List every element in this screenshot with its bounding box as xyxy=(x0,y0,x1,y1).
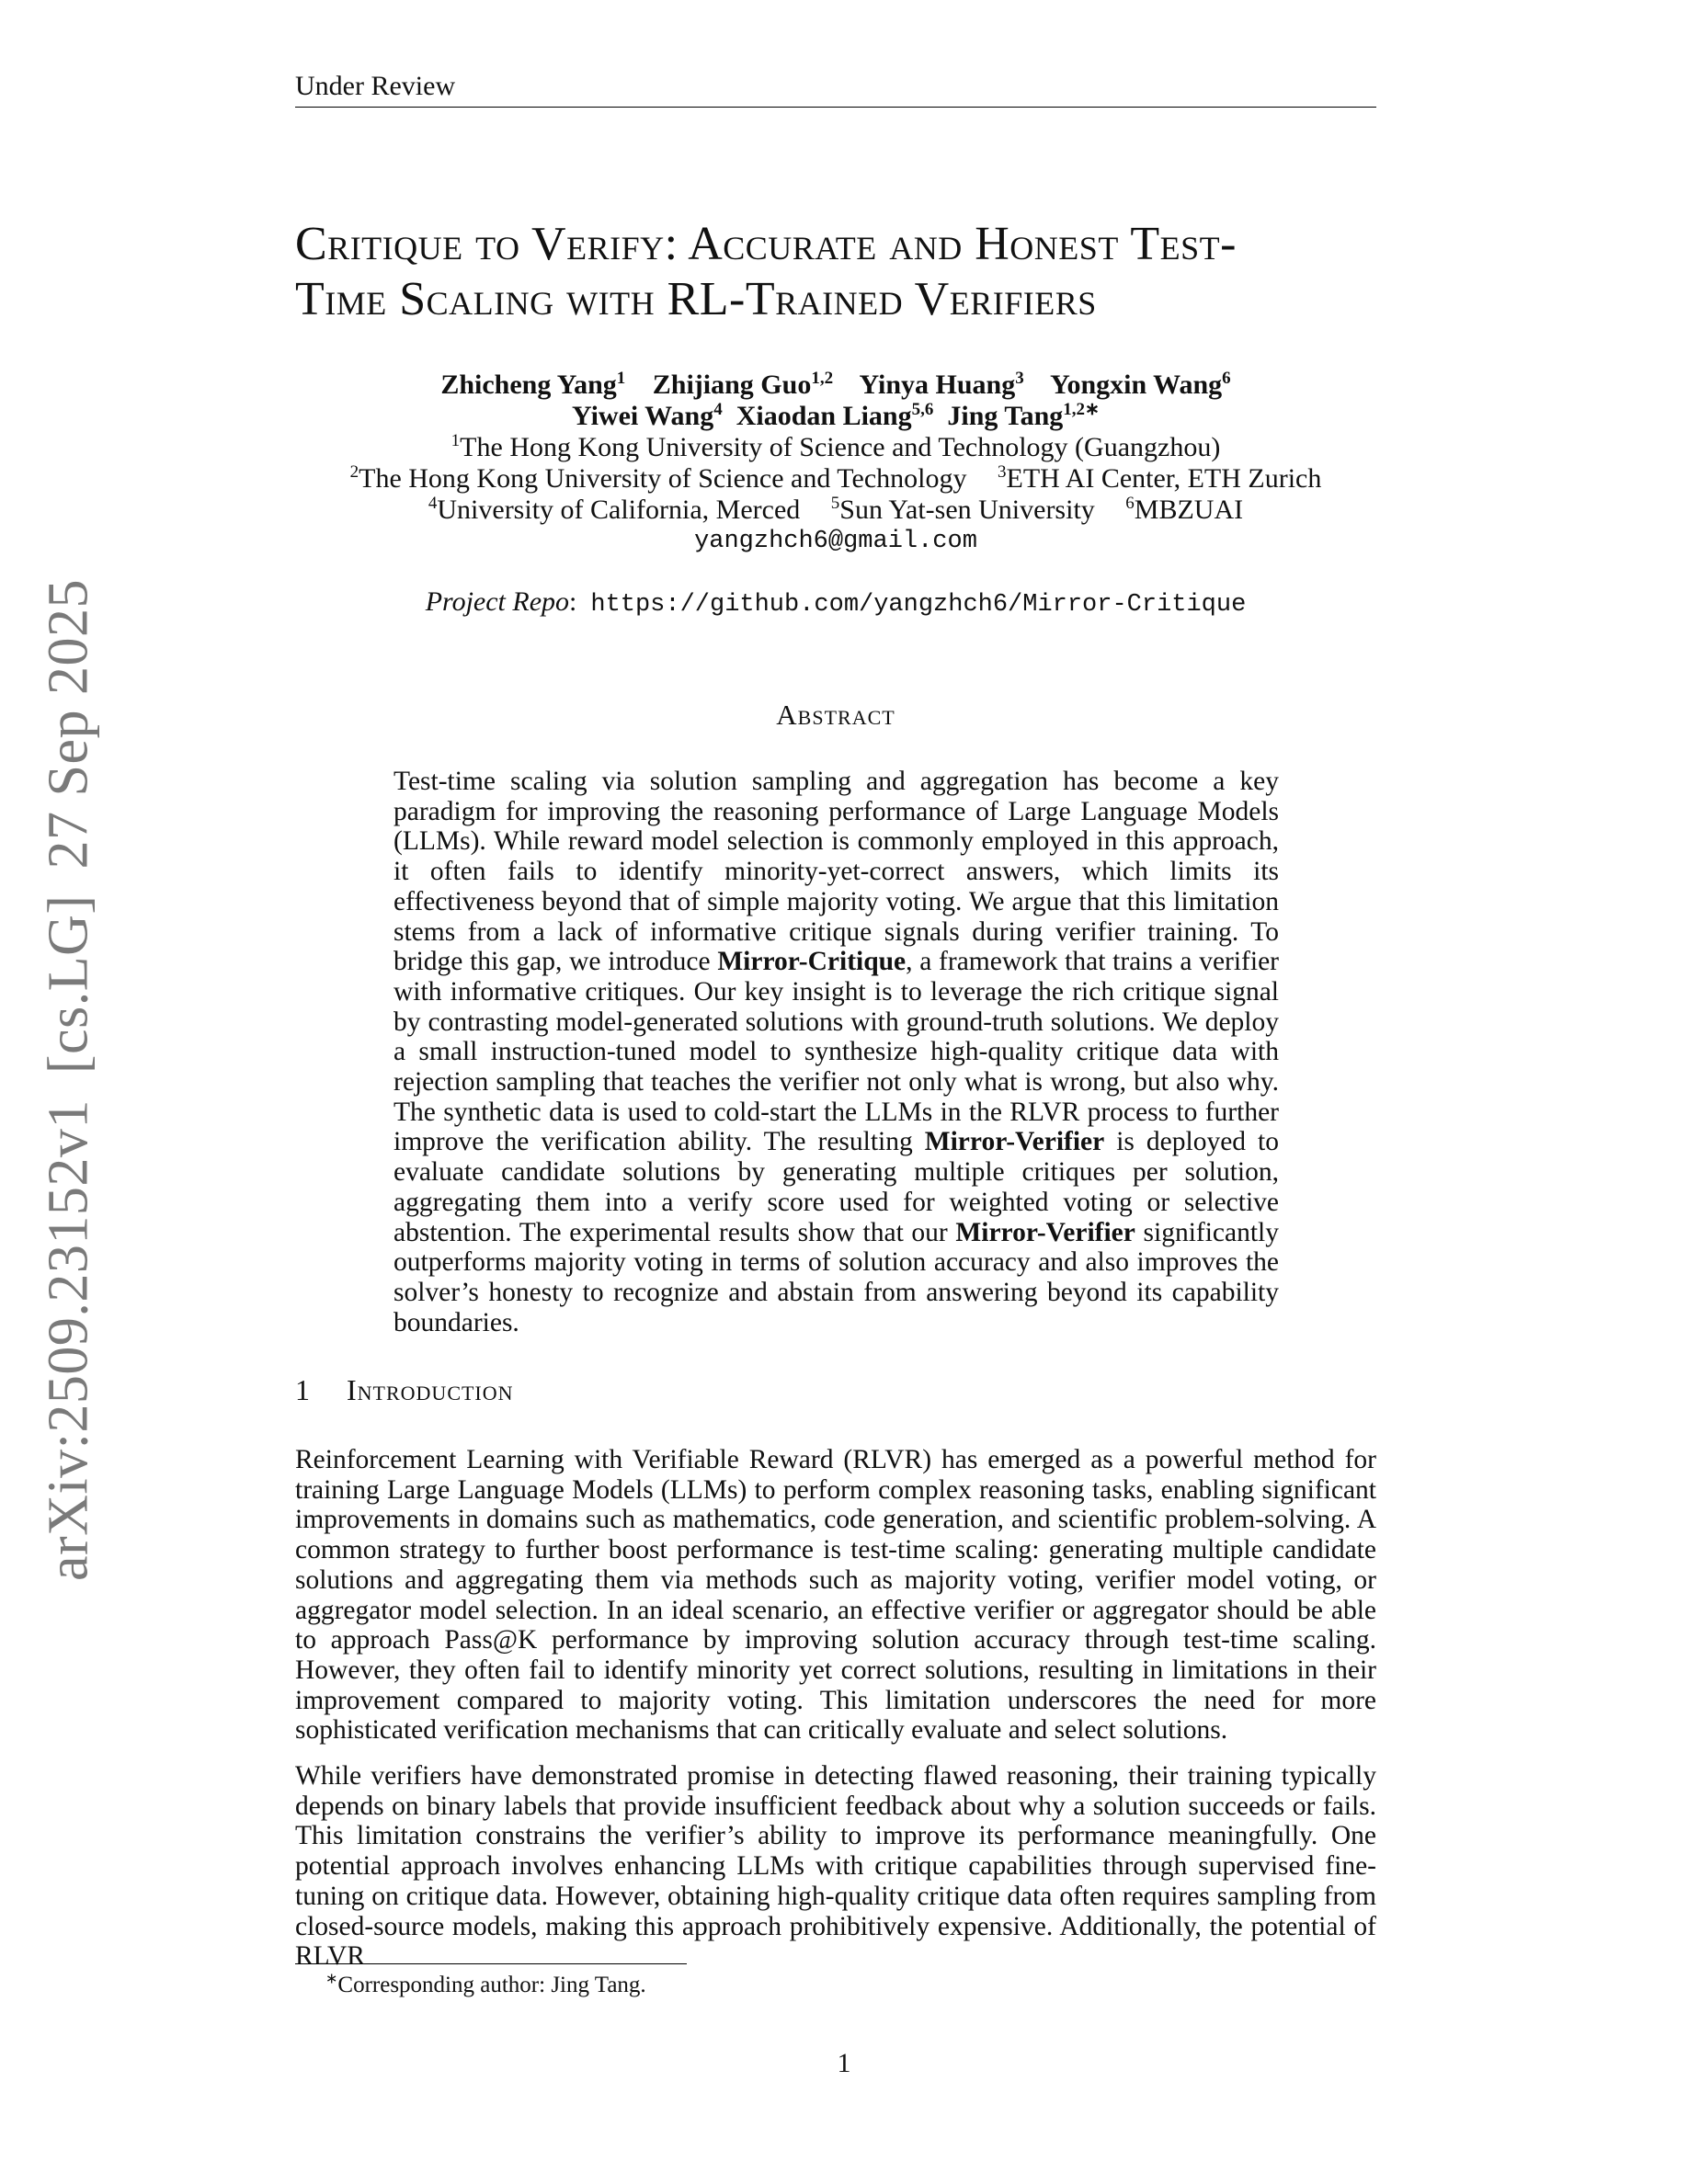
section-heading xyxy=(295,1373,514,1407)
method-name: Mirror-Critique xyxy=(717,947,907,977)
author: Zhijiang Guo$^{1,2}$ xyxy=(652,369,834,400)
author: Yiwei Wang$^4$ xyxy=(572,400,723,431)
affiliation: $^5$Sun Yat-sen University xyxy=(830,494,1095,525)
affiliation: $^4$University of California, Merced xyxy=(428,494,801,525)
footnote: ∗Corresponding author: Jing Tang. xyxy=(325,1971,646,1997)
title-line-2: Time Scaling with RL-Trained Verifiers xyxy=(295,273,1097,325)
contact-email[interactable]: yangzhch6@gmail.com xyxy=(694,528,977,555)
intro-paragraph-1: Reinforcement Learning with Verifiable Reward (RLVR) has emerged as a powerful method for training Large Language Models (LLMs) to perform complex reasoning tasks, enabling significant improvements in domains such as mathematics, code generation, and scientific problem-solving. A common strategy to further boost performance is test-time scaling: generating multiple candidate solutions and aggregating them via methods such as majority voting, verifier model voting, or aggregator model selection. In an ideal scenario, an effective verifier or aggregator should be able to approach Pass@K performance by improving solution accuracy through test-time scaling. However, they often fail to identify minority yet correct solutions, resulting in limitations in their improvement compared to majority voting. This limitation underscores the need for more sophisticated verification mechanisms that can critically evaluate and select solutions. xyxy=(295,1445,1376,1746)
author: Xiaodan Liang$^{5,6}$ xyxy=(736,400,934,431)
project-repo: Project Repo: https://github.com/yangzhch6/Mirror-Critique xyxy=(425,586,1247,619)
intro-paragraph-2: While verifiers have demonstrated promise in detecting flawed reasoning, their training typically depends on binary labels that provide insufficient feedback about why a solution succeeds or fails. This limitation constrains the verifier’s ability to improve its performance meaningfully. One potential approach involves enhancing LLMs with critique capabilities through supervised fine-tuning on critique data. However, obtaining high-quality critique data often requires sampling from closed-source models, making this approach prohibitively expensive. Additionally, the potential of RLVR xyxy=(295,1761,1376,1972)
paper-title xyxy=(295,217,1376,327)
author-list xyxy=(295,370,1376,432)
affiliation: $^2$The Hong Kong University of Science and Technology xyxy=(349,462,967,494)
footnote-divider xyxy=(295,1963,687,1964)
section-title: Introduction xyxy=(347,1373,514,1406)
title-line-1: Critique to Verify: Accurate and Honest Test- xyxy=(295,218,1237,270)
page-number: 1 xyxy=(837,2048,851,2078)
running-header: Under Review xyxy=(295,70,1376,108)
affiliations xyxy=(295,432,1376,557)
affiliation: $^6$MBZUAI xyxy=(1125,494,1244,525)
model-name: Mirror-Verifier xyxy=(955,1217,1135,1247)
section-number: 1 xyxy=(295,1373,311,1406)
author: Yinya Huang$^3$ xyxy=(859,369,1024,400)
repo-link[interactable]: https://github.com/yangzhch6/Mirror-Critique xyxy=(590,591,1247,619)
affiliation: $^1$The Hong Kong University of Science and Technology (Guangzhou) xyxy=(451,431,1221,462)
repo-label: Project Repo xyxy=(425,586,570,617)
model-name: Mirror-Verifier xyxy=(924,1127,1105,1157)
abstract-body: Test-time scaling via solution sampling and aggregation has become a key paradigm for improving the reasoning performance of Large Language Models (LLMs). While reward model selection is commonly employed in this approach, it often fails to identify minority-yet-correct answers, which limits its effectiveness beyond that of simple majority voting. We argue that this limitation stems from a lack of informative critique signals during verifier training. To bridge this gap, we introduce Mirror-Critique, a framework that trains a verifier with informative critiques. Our key insight is to leverage the rich critique signal by contrasting model-generated solutions with ground-truth solutions. We deploy a small instruction-tuned model to synthesize high-quality critique data with rejection sampling that teaches the verifier not only what is wrong, but also why. The synthetic data is used to cold-start the LLMs in the RLVR process to further improve the verification ability. The resulting Mirror-Verifier is deployed to evaluate candidate solutions by generating multiple critiques per solution, aggregating them into a verify score used for weighted voting or selective abstention. The experimental results show that our Mirror-Verifier significantly outperforms majority voting in terms of solution accuracy and also improves the solver’s honesty to recognize and abstain from answering beyond its capability boundaries. xyxy=(393,767,1279,1337)
author: Jing Tang$^{1,2∗}$ xyxy=(947,400,1100,431)
abstract-heading: Abstract xyxy=(776,699,895,731)
affiliation: $^3$ETH AI Center, ETH Zurich xyxy=(998,462,1322,494)
author: Zhicheng Yang$^1$ xyxy=(440,369,626,400)
author: Yongxin Wang$^6$ xyxy=(1050,369,1231,400)
arxiv-stamp: arXiv:2509.23152v1[cs.LG]27 Sep 2025 xyxy=(37,579,100,1581)
